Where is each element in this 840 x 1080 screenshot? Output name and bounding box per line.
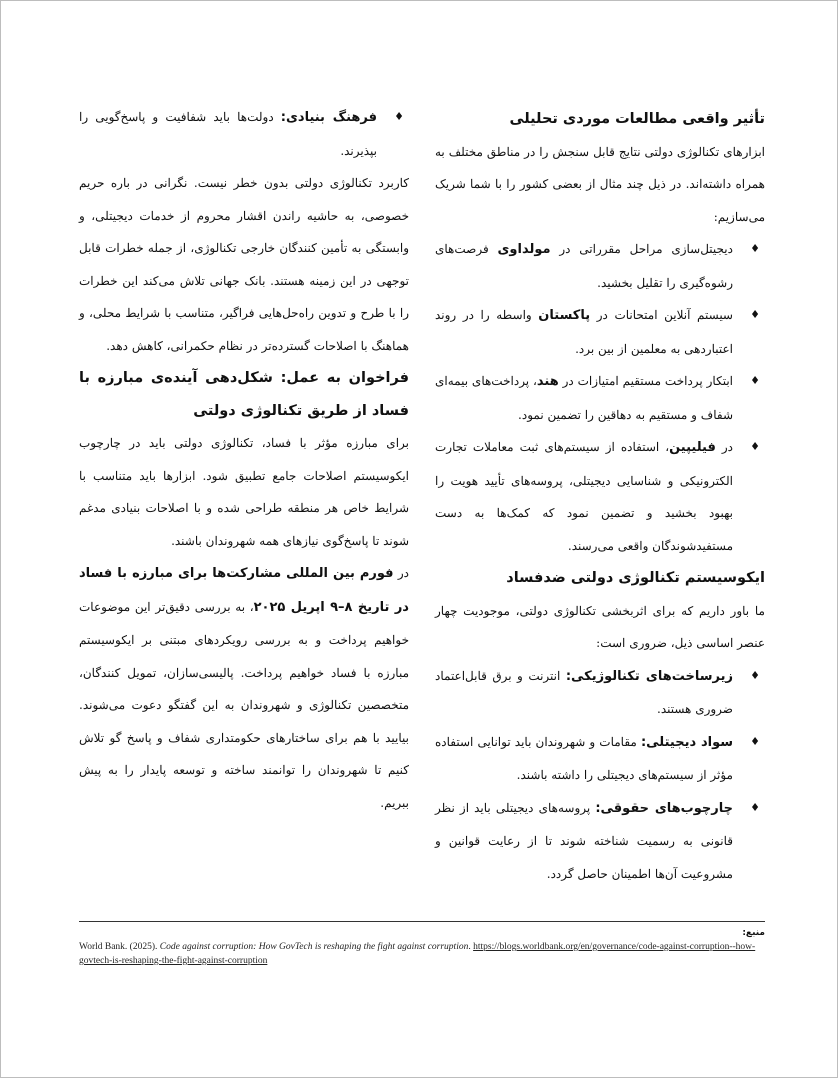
element-title: سواد دیجیتلی:: [640, 734, 734, 750]
call-to-action-paragraph: برای مبارزه مؤثر با فساد، تکنالوژی دولتی باید در چارچوب ایکوسیستم اصلاحات جامع تطبیق شود. ابزارها باید متناسب با شرایط خاص هر منطقه طراحی شده و با اصلاحات بنیادی مدغم شوند تا پاسخ‌گوی نیازهای همه شهروندان باشند.: [79, 436, 409, 548]
citation-title: Code against corruption: How GovTech is reshaping the fight against corruption: [159, 942, 469, 952]
list-item: ♦ زیرساخت‌های تکنالوژیکی: انترنت و برق قابل‌اعتماد ضروری هستند.: [435, 660, 765, 726]
diamond-bullet-icon: ♦: [750, 734, 760, 748]
country-name: مولداوی: [497, 242, 551, 257]
diamond-bullet-icon: ♦: [750, 440, 760, 453]
call-to-action-heading: فراخوان به عمل: شکل‌دهی آینده‌ی مبارزه با فساد از طریق تکنالوژی دولتی: [79, 370, 409, 419]
ecosystem-list: [435, 660, 765, 891]
culture-list: [79, 101, 409, 167]
source-link[interactable]: https://blogs.worldbank.org/en/governance/code-against-corruption--how-govtech-is-reshaping-the-fight-against-corruption: [79, 942, 756, 966]
diamond-bullet-icon: ♦: [750, 308, 760, 321]
diamond-bullet-icon: ♦: [394, 110, 404, 123]
forum-title: فورم بین المللی مشارکت‌ها برای مبارزه با فساد در تاریخ ۸–۹ اپریل ۲۰۲۵: [79, 566, 409, 615]
list-item: ♦ فرهنگ بنیادی: دولت‌ها باید شفافیت و پاسخ‌گویی را بپذیرند.: [79, 101, 409, 167]
element-title: فرهنگ بنیادی:: [280, 110, 377, 125]
case-studies-list: [435, 233, 765, 562]
ecosystem-heading: ایکوسیستم تکنالوژی دولتی ضدفساد: [506, 570, 765, 586]
element-title: چارچوب‌های حقوقی:: [595, 800, 733, 816]
country-name: فیلیپین: [669, 440, 716, 455]
source-label: منبع:: [742, 928, 765, 938]
diamond-bullet-icon: ♦: [750, 800, 760, 814]
list-item: ♦ سیستم آنلاین امتحانات در پاکستان واسطه را در روند اعتباردهی به معلمین از بین برد.: [435, 299, 765, 365]
case-studies-intro: ابزارهای تکنالوژی دولتی نتایج قابل سنجش را در مناطق مختلف به همراه داشته‌اند. در ذیل چند مثال از بعضی کشور را با شما شریک می‌سازیم:: [435, 144, 765, 224]
forum-paragraph: در فورم بین المللی مشارکت‌ها برای مبارزه با فساد در تاریخ ۸–۹ اپریل ۲۰۲۵، به بررسی دقیق‌تر این موضوعات خواهیم پرداخت و به بررسی رویکردهای مبتنی بر ایکوسیستم مبارزه با فساد خواهیم پرداخت. پالیسی‌سازان، تمویل کنندگان، متخصصین تکنالوژی و شهروندان به این گفتگو دعوت می‌شوند. بیایید با هم برای ساختارهای حکومتداری شفاف و پاسخ گو تلاش کنیم تا شهروندان را توانمند ساخته و توسعه پایدار را به پیش ببریم.: [79, 566, 409, 810]
two-column-body: [79, 101, 765, 901]
list-item: ♦ سواد دیجیتلی: مقامات و شهروندان باید توانایی استفاده مؤثر از سیستم‌های دیجیتلی را داشته باشند.: [435, 726, 765, 792]
ecosystem-intro: ما باور داریم که برای اثربخشی تکنالوژی دولتی، موجودیت چهار عنصر اساسی ذیل، ضروری است:: [435, 603, 765, 650]
diamond-bullet-icon: ♦: [750, 242, 760, 255]
left-column: [79, 101, 409, 819]
element-title: زیرساخت‌های تکنالوژیکی:: [565, 668, 733, 684]
source-footnote: [79, 921, 765, 968]
citation: World Bank. (2025). Code against corruption: How GovTech is reshaping the fight against corruption. https://blogs.worldbank.org/en/governance/code-against-corruption--how-govtech-is-reshaping-the-fight-against-corruption: [79, 942, 756, 966]
list-item: ♦ دیجیتل‌سازی مراحل مقرراتی در مولداوی فرصت‌های رشوه‌گیری را تقلیل بخشید.: [435, 233, 765, 299]
case-studies-heading: تأثیر واقعی مطالعات موردی تحلیلی: [509, 111, 765, 127]
diamond-bullet-icon: ♦: [750, 668, 760, 682]
country-name: هند: [536, 374, 559, 389]
country-name: پاکستان: [538, 308, 591, 323]
list-item: ♦ در فیلیپین، استفاده از سیستم‌های ثبت معاملات تجارت الکترونیکی و شناسایی دیجیتلی، پروسه‌های تأیید هویت را بهبود بخشید و تضمین نمود که کمک‌ها به دست مستفیدشوندگان واقعی می‌رسند.: [435, 431, 765, 562]
list-item: ♦ چارچوب‌های حقوقی: پروسه‌های دیجیتلی باید از نظر قانونی به رسمیت شناخته شوند تا از رعایت قوانین و مشروعیت آن‌ها اطمینان حاصل گردد.: [435, 792, 765, 891]
right-column: [435, 101, 765, 890]
list-item: ♦ ابتکار پرداخت مستقیم امتیازات در هند، پرداخت‌های بیمه‌ای شفاف و مستقیم به دهاقین را تضمین نمود.: [435, 365, 765, 431]
risks-paragraph: کاربرد تکنالوژی دولتی بدون خطر نیست. نگرانی در باره حریم خصوصی، به حاشیه راندن اقشار محروم از خدمات دیجیتلی، و وابستگی به تأمین کنندگان خارجی تکنالوژی، از جمله خطرات قابل توجهی در این زمینه هستند. بانک جهانی تلاش می‌کند این خطرات را با طرح و تدوین راه‌حل‌هایی فراگیر، متناسب با شرایط محلی، و هماهنگ با اصلاحات گسترده‌تر در نظام حکمرانی، کاهش دهد.: [79, 176, 409, 353]
diamond-bullet-icon: ♦: [750, 374, 760, 387]
